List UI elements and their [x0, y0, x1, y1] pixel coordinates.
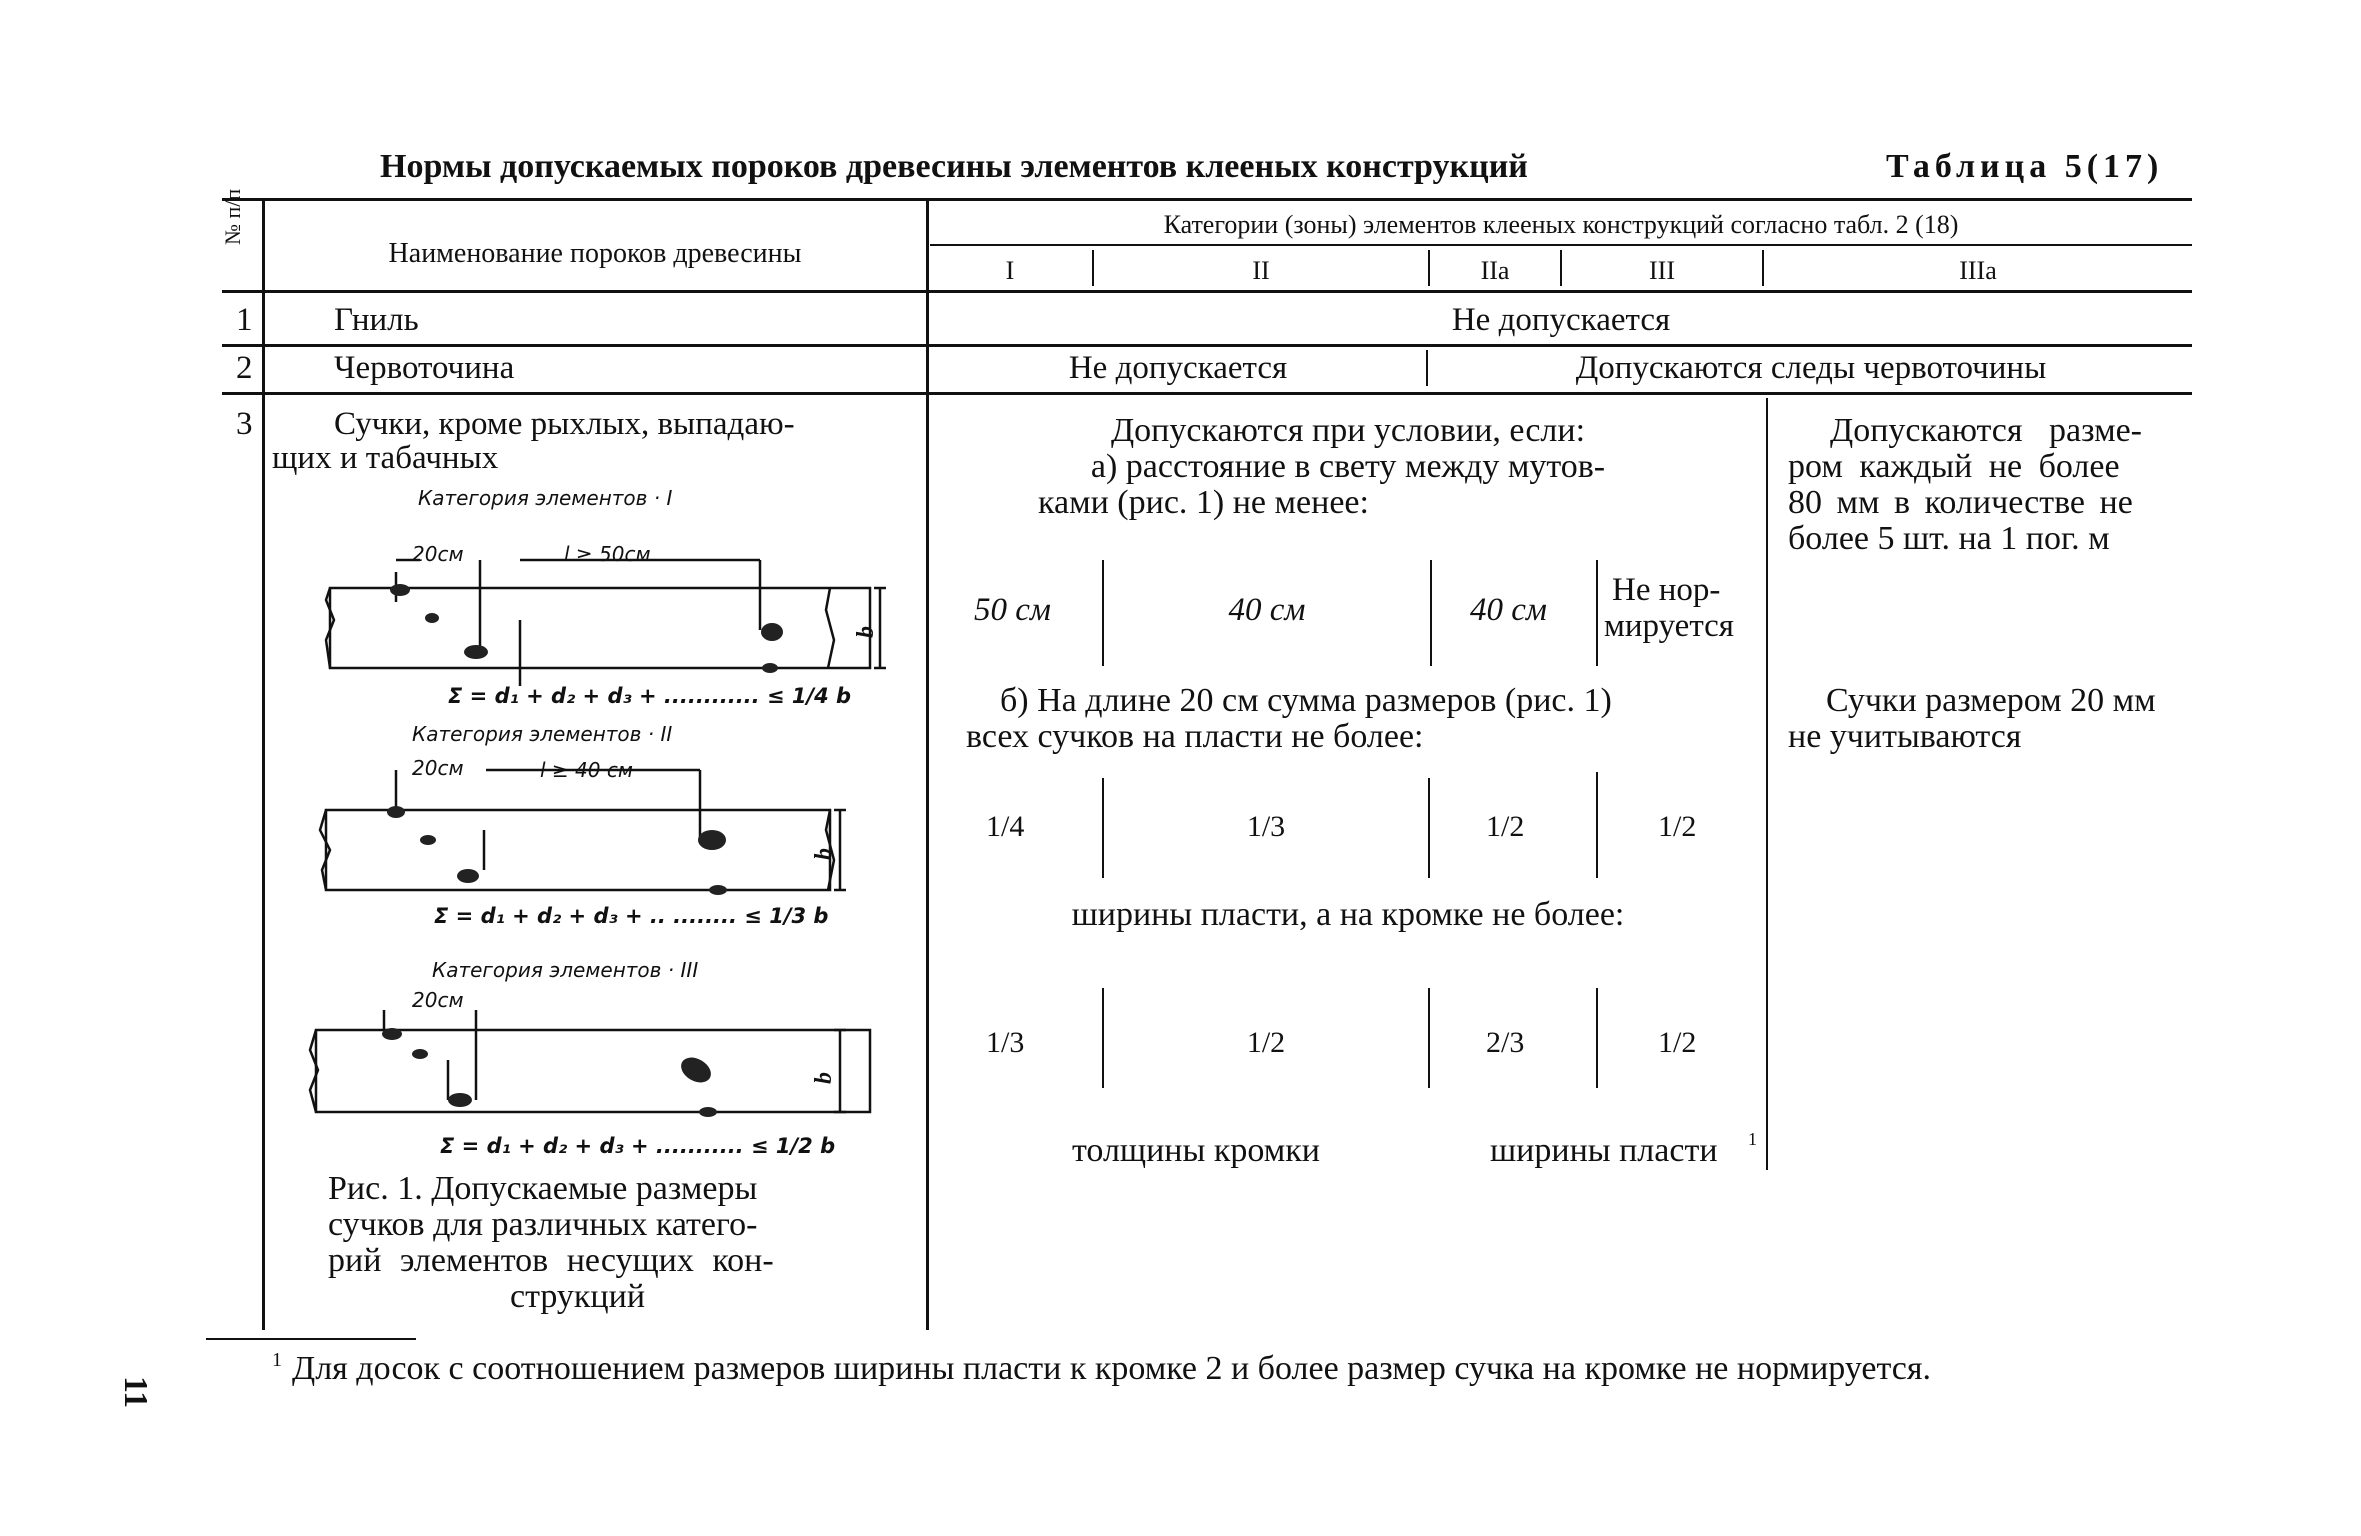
table-title: Нормы допускаемых пороков древесины элементов клееных конструкций [380, 148, 1528, 185]
face-sep-3 [1596, 772, 1598, 878]
header-cat-III: III [1649, 256, 1675, 285]
iiia-b-line2: не учитываются [1788, 718, 2022, 755]
edge-sep-2 [1428, 988, 1430, 1088]
fig-cat2-dist: 20см [412, 756, 464, 780]
face-III: 1/2 [1658, 810, 1697, 843]
table-number: Таблица 5(17) [1886, 148, 2164, 185]
rule-row2-bottom [222, 392, 2192, 395]
header-cat-IIIa: IIIa [1959, 256, 1997, 285]
rule-cat-sub [930, 244, 2192, 246]
iiia-line3: 80 мм в количестве не [1788, 484, 2133, 521]
edge-note-left: толщины кромки [1072, 1132, 1320, 1169]
figure-sketches [300, 540, 900, 1140]
edge-IIa: 2/3 [1486, 1026, 1525, 1059]
row3-cond-line3: ками (рис. 1) не менее: [1038, 484, 1369, 521]
row3-num: 3 [236, 406, 253, 442]
row1-num: 1 [236, 302, 253, 338]
dist-II: 40 см [1228, 592, 1306, 628]
fig-cat1-l: l ≥ 50см [564, 542, 651, 566]
row2-sep [1426, 350, 1428, 386]
fig-b-label-1: b [853, 626, 879, 638]
row3-cond-b-line1: б) На длине 20 см сумма размеров (рис. 1) [1000, 682, 1612, 719]
edge-note-right: ширины пласти [1490, 1132, 1718, 1169]
face-II: 1/3 [1246, 810, 1286, 843]
fig-cat2-l: l ≥ 40 см [540, 758, 633, 782]
fig-b-label-2: b [811, 848, 837, 860]
row2-value-left: Не допускается [1068, 350, 1288, 386]
dist-III-line1: Не нор- [1612, 572, 1721, 608]
row2-name: Червоточина [334, 350, 515, 386]
row1-name: Гниль [334, 302, 419, 338]
rule-v-num [262, 200, 265, 1330]
edge-sep-3 [1596, 988, 1598, 1088]
header-num: № п/п [220, 188, 245, 245]
header-cat-I: I [1005, 256, 1015, 285]
row3-cond-line1: Допускаются при условии, если: [1110, 412, 1586, 449]
figure-caption-line1: Рис. 1. Допускаемые размеры [328, 1170, 758, 1207]
dist-sep-2 [1430, 560, 1432, 666]
dist-sep-3 [1596, 560, 1598, 666]
fig-cat1-label: Категория элементов · I [418, 486, 673, 510]
face-I: 1/4 [986, 810, 1025, 843]
face-IIa: 1/2 [1486, 810, 1525, 843]
rule-top [222, 198, 2192, 201]
fig-cat3-sum: Σ = d₁ + d₂ + d₃ + ........... ≤ 1/2 b [440, 1134, 836, 1158]
rule-v-III-IIIa [1766, 398, 1768, 1170]
knot-1b [761, 623, 783, 641]
edge-I: 1/3 [986, 1026, 1025, 1059]
fig-cat1-sum: Σ = d₁ + d₂ + d₃ + ............ ≤ 1/4 b [448, 684, 852, 708]
iiia-line2: ром каждый не более [1788, 448, 2120, 485]
board-3-outline [316, 1030, 870, 1112]
edge-III: 1/2 [1658, 1026, 1697, 1059]
header-cat-II: II [1252, 256, 1270, 285]
knot-1a [390, 584, 410, 596]
fig-cat3-dist: 20см [412, 988, 464, 1012]
header-cat-IIa: IIa [1480, 256, 1510, 285]
figure-caption-line3: рий элементов несущих кон- [328, 1242, 774, 1279]
footnote-text: Для досок с соотношением размеров ширины пласти к кромке 2 и более размер сучка на кромке не нормируется. [292, 1350, 1931, 1387]
face-sep-2 [1428, 778, 1430, 878]
footnote-rule [206, 1338, 416, 1340]
knot-3b [677, 1052, 716, 1087]
board-1-outline [330, 588, 870, 668]
iiia-line4: более 5 шт. на 1 пог. м [1788, 520, 2110, 557]
dist-I: 50 см [974, 592, 1051, 628]
figure-caption-line4: струкций [510, 1278, 646, 1315]
board-2-outline [326, 810, 830, 890]
page-number: 11 [117, 1376, 154, 1409]
edge-II: 1/2 [1246, 1026, 1286, 1059]
rule-row1-bottom [222, 344, 2192, 347]
row2-value-right: Допускаются следы червоточины [1575, 350, 2047, 386]
fig-b-label-3: b [811, 1072, 837, 1084]
row2-num: 2 [236, 350, 253, 386]
knot-2b [698, 830, 726, 850]
row3-name-line1: Сучки, кроме рыхлых, выпадаю- [334, 406, 795, 442]
dist-III-line2: мируется [1604, 608, 1734, 644]
footnote-mark: 1 [272, 1349, 282, 1371]
row3-cond-b-line2: всех сучков на пласти не более: [966, 718, 1424, 755]
edge-note-mark: 1 [1748, 1129, 1757, 1149]
row3-cond-line2: а) расстояние в свету между мутов- [1090, 448, 1606, 485]
figure-caption-line2: сучков для различных катего- [328, 1206, 758, 1243]
row1-value: Не допускается [1451, 302, 1671, 338]
fig-cat2-sum: Σ = d₁ + d₂ + d₃ + .. ........ ≤ 1/3 b [434, 904, 829, 928]
header-categories: Категории (зоны) элементов клееных конструкций согласно табл. 2 (18) [1163, 210, 1959, 239]
rule-header-bottom [222, 290, 2192, 293]
dist-IIa: 40 см [1470, 592, 1547, 628]
face-note: ширины пласти, а на кромке не более: [1071, 896, 1625, 933]
rule-v-name [926, 200, 929, 1330]
iiia-line1: Допускаются разме- [1830, 412, 2142, 449]
row3-name-line2: щих и табачных [272, 440, 499, 476]
fig-cat3-label: Категория элементов · III [432, 958, 699, 982]
fig-cat1-dist: 20см [412, 542, 464, 566]
iiia-b-line1: Сучки размером 20 мм [1826, 682, 2156, 719]
fig-cat2-label: Категория элементов · II [412, 722, 673, 746]
header-name: Наименование пороков древесины [388, 238, 802, 269]
